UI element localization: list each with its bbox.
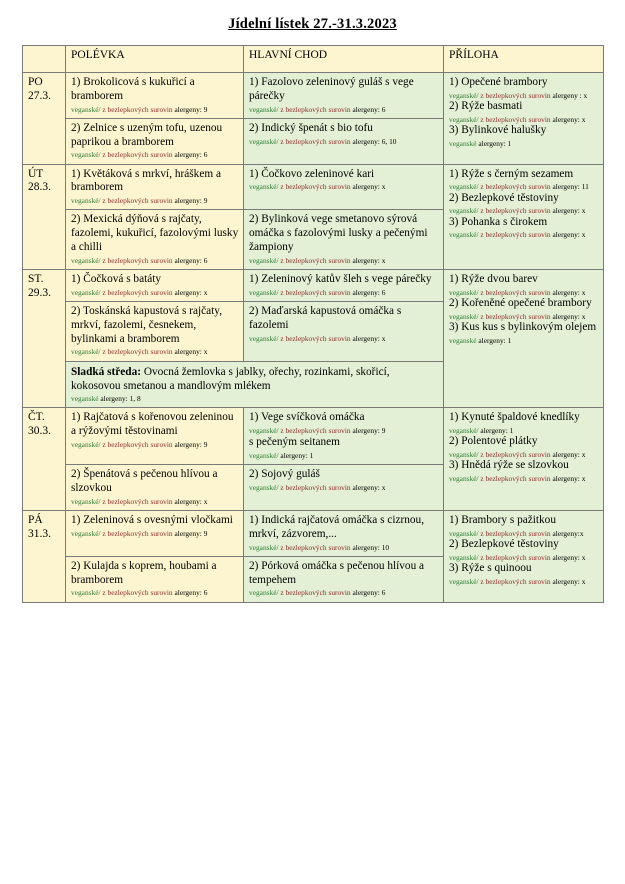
- side-item: [449, 411, 599, 435]
- tag-glutenfree: z bezlepkových surovin: [102, 104, 173, 114]
- main-cell: [244, 73, 444, 119]
- tag-glutenfree: z bezlepkových surovin: [102, 196, 173, 206]
- tag-glutenfree: z bezlepkových surovin: [280, 287, 351, 297]
- dish-text: 1) Zeleninová s ovesnými vločkami: [71, 514, 233, 526]
- table-body: [23, 73, 604, 603]
- dish-tags: [449, 529, 599, 538]
- dish-text: 3) Bylinkové halušky: [449, 124, 547, 137]
- dish-text: 1) Kynuté špaldové knedlíky: [449, 411, 580, 424]
- dish-text: 2) Maďarská kapustová omáčka s fazolemi: [249, 305, 402, 331]
- tag-allergens: alergeny: 9: [174, 528, 208, 538]
- tag-allergens: alergeny: x: [352, 255, 386, 265]
- day-label: ST.: [28, 273, 44, 286]
- soup-cell: [66, 511, 244, 557]
- tag-vegan: veganské/: [249, 450, 279, 460]
- tag-allergens: alergeny: 6: [174, 150, 208, 160]
- dish-text: 2) Špenátová s pečenou hlívou a slzovkou: [71, 468, 218, 494]
- column-header-main: HLAVNÍ CHOD: [244, 46, 444, 73]
- tag-glutenfree: z bezlepkových surovin: [480, 230, 551, 240]
- side-item: [449, 321, 599, 345]
- side-item: [449, 76, 599, 100]
- table-row: [23, 73, 604, 119]
- tag-allergens: alergeny: 11: [552, 182, 589, 192]
- table-row: [23, 511, 604, 557]
- dish-text: 1) Vege svíčková omáčka: [249, 411, 365, 424]
- dish-text: 3) Kus kus s bylinkovým olejem: [449, 321, 597, 334]
- tag-vegan: veganské/: [249, 542, 279, 552]
- soup-cell: [66, 210, 244, 270]
- soup-cell: [66, 73, 244, 119]
- dish-tags: [71, 347, 239, 356]
- tag-vegan: veganské/: [71, 150, 101, 160]
- tag-allergens: alergeny: 6: [174, 588, 208, 598]
- tag-glutenfree: z bezlepkových surovin: [480, 528, 551, 538]
- tag-allergens: alergeny: 6: [352, 287, 386, 297]
- side-cell: [444, 511, 604, 603]
- tag-glutenfree: z bezlepkových surovin: [480, 311, 551, 321]
- tag-vegan: veganské/: [449, 576, 479, 586]
- tag-vegan: veganské: [449, 335, 477, 345]
- dish-text: 1) Čočkovo zeleninové kari: [249, 167, 375, 180]
- tag-vegan: veganské/: [449, 206, 479, 216]
- table-row: [23, 270, 604, 302]
- tag-glutenfree: z bezlepkových surovin: [280, 425, 351, 435]
- tag-vegan: veganské/: [249, 425, 279, 435]
- tag-glutenfree: z bezlepkových surovin: [480, 576, 551, 586]
- page-title: Jídelní lístek 27.-31.3.2023: [228, 16, 397, 32]
- main-item: [249, 305, 439, 343]
- tag-allergens: alergeny: 6: [352, 104, 386, 114]
- tag-allergens: alergeny: x: [552, 449, 586, 459]
- tag-glutenfree: z bezlepkových surovin: [280, 255, 351, 265]
- dish-text: 1) Indická rajčatová omáčka s cizrnou, mrkví, zázvorem,...: [249, 514, 425, 540]
- tag-glutenfree: z bezlepkových surovin: [102, 528, 173, 538]
- side-cell: [444, 408, 604, 511]
- column-header-side: PŘÍLOHA: [444, 46, 604, 73]
- soup-item: [71, 305, 239, 357]
- tag-glutenfree: z bezlepkových surovin: [480, 287, 551, 297]
- dish-tags: [249, 288, 439, 297]
- dish-text: 2) Zelnice s uzeným tofu, uzenou paprikou a bramborem: [71, 121, 223, 148]
- tag-glutenfree: z bezlepkových surovin: [102, 287, 173, 297]
- side-item: [449, 435, 599, 459]
- dish-tags: [249, 334, 439, 343]
- tag-allergens: alergeny : x: [552, 90, 588, 100]
- tag-vegan: veganské/: [449, 287, 479, 297]
- tag-vegan: veganské/: [449, 182, 479, 192]
- tag-vegan: veganské/: [71, 496, 101, 506]
- dish-tags: [71, 394, 439, 403]
- side-item: [449, 538, 599, 562]
- dish-tags: [71, 150, 239, 159]
- day-date: 28.3.: [28, 181, 51, 194]
- dish-tags: [449, 115, 599, 124]
- table-header: [23, 46, 604, 73]
- dish-tags: [249, 105, 439, 114]
- dish-tags: [449, 577, 599, 586]
- dish-tags: [449, 206, 599, 215]
- dish-tags: [249, 451, 439, 460]
- tag-allergens: alergeny:x: [552, 528, 584, 538]
- tag-vegan: veganské/: [249, 104, 279, 114]
- tag-allergens: alergeny: 6: [352, 588, 386, 598]
- dish-tags: [249, 483, 439, 492]
- tag-vegan: veganské: [449, 138, 477, 148]
- soup-item: [71, 560, 239, 598]
- soup-item: [71, 122, 239, 160]
- main-item: [249, 273, 439, 297]
- main-cell: [244, 408, 444, 465]
- dish-tags: [71, 529, 239, 538]
- tag-vegan: veganské/: [249, 482, 279, 492]
- tag-vegan: veganské/: [249, 333, 279, 343]
- table-row: [23, 164, 604, 210]
- tag-glutenfree: z bezlepkových surovin: [280, 136, 351, 146]
- side-item: [449, 124, 599, 148]
- tag-vegan: veganské/: [71, 347, 101, 357]
- soup-item: [71, 411, 239, 449]
- day-label: PÁ: [28, 514, 43, 526]
- side-cell: [444, 73, 604, 165]
- tag-glutenfree: z bezlepkových surovin: [102, 347, 173, 357]
- special-offer-cell: [66, 361, 444, 407]
- dish-text: 2) Kulajda s koprem, houbami a bramborem: [71, 559, 217, 586]
- main-item: [249, 76, 439, 114]
- soup-cell: [66, 556, 244, 602]
- side-item: [449, 297, 599, 321]
- tag-allergens: alergeny: x: [352, 333, 386, 343]
- tag-glutenfree: z bezlepkových surovin: [280, 542, 351, 552]
- main-cell: [244, 164, 444, 210]
- dish-text: 1) Fazolovo zeleninový guláš s vege párečky: [249, 76, 414, 102]
- side-item: [449, 459, 599, 483]
- day-date: 27.3.: [28, 89, 51, 102]
- tag-allergens: alergeny: x: [174, 287, 208, 297]
- tag-allergens: alergeny: x: [174, 347, 208, 357]
- main-cell: [244, 465, 444, 511]
- tag-vegan: veganské/: [71, 196, 101, 206]
- main-item: [249, 560, 439, 598]
- tag-vegan: veganské/: [249, 255, 279, 265]
- dish-text: 1) Rajčatová s kořenovou zeleninou a rýžovými těstovinami: [71, 411, 234, 437]
- tag-glutenfree: z bezlepkových surovin: [102, 496, 173, 506]
- tag-vegan: veganské/: [71, 104, 101, 114]
- soup-cell: [66, 465, 244, 511]
- dish-text: 2) Rýže basmati: [449, 100, 523, 113]
- tag-vegan: veganské/: [249, 182, 279, 192]
- tag-vegan: veganské/: [449, 114, 479, 124]
- tag-allergens: alergeny: 1: [478, 335, 512, 345]
- dish-text: 3) Hnědá rýže se slzovkou: [449, 459, 569, 472]
- dish-tags: [249, 182, 439, 191]
- soup-item: [71, 514, 239, 538]
- dish-tags: [449, 182, 599, 191]
- main-cell: [244, 511, 444, 557]
- side-item: [449, 168, 599, 192]
- dish-tags: [449, 312, 599, 321]
- dish-tags: [449, 450, 599, 459]
- tag-allergens: alergeny: 9: [174, 196, 208, 206]
- weekly-menu-table: [22, 45, 604, 603]
- side-item: [449, 100, 599, 124]
- tag-allergens: alergeny: 6: [174, 255, 208, 265]
- dish-tags: [249, 588, 439, 597]
- tag-glutenfree: z bezlepkových surovin: [280, 104, 351, 114]
- side-item: [449, 514, 599, 538]
- day-cell: [23, 511, 66, 603]
- day-label: PO: [28, 76, 43, 88]
- dish-text: 2) Mexická dýňová s rajčaty, fazolemi, kukuřicí, fazolovými lusky a chilli: [71, 213, 239, 253]
- special-description: Ovocná žemlovka s jablky, ořechy, rozinkami, skořicí, kokosovou smetanou a mandlovým mlékem: [71, 365, 390, 392]
- tag-vegan: veganské/: [449, 449, 479, 459]
- tag-allergens: alergeny: 1, 8: [100, 393, 141, 403]
- tag-allergens: alergeny: x: [552, 114, 586, 124]
- dish-text: 3) Rýže s quinoou: [449, 562, 532, 575]
- column-header-day: [23, 46, 66, 73]
- side-item: [449, 216, 599, 240]
- soup-cell: [66, 408, 244, 465]
- dish-subtext: s pečeným seitanem: [249, 436, 340, 449]
- tag-allergens: alergeny: x: [552, 552, 586, 562]
- dish-text: 1) Brokolicová s kukuřicí a bramborem: [71, 76, 195, 102]
- day-cell: [23, 164, 66, 269]
- tag-glutenfree: z bezlepkových surovin: [280, 482, 351, 492]
- dish-text: 2) Bylinková vege smetanovo sýrová omáčka s fazolovými lusky a pečenými žampiony: [249, 213, 428, 253]
- soup-cell: [66, 302, 244, 362]
- dish-text: 2) Pórková omáčka s pečenou hlívou a tempehem: [249, 559, 425, 586]
- side-item: [449, 562, 599, 586]
- dish-text: 1) Zeleninový katův šleh s vege párečky: [249, 273, 432, 286]
- dish-tags: [71, 105, 239, 114]
- tag-vegan: veganské/: [71, 287, 101, 297]
- table-row: [23, 408, 604, 465]
- tag-allergens: alergeny: x: [552, 206, 586, 216]
- side-cell: [444, 164, 604, 269]
- main-cell: [244, 118, 444, 164]
- tag-allergens: alergeny: 10: [352, 542, 390, 552]
- tag-allergens: alergeny: 9: [174, 104, 208, 114]
- day-label: ÚT: [28, 167, 44, 180]
- dish-tags: [449, 426, 599, 435]
- tag-vegan: veganské/: [449, 230, 479, 240]
- dish-text: 1) Rýže dvou barev: [449, 273, 538, 286]
- dish-text: 1) Opečené brambory: [449, 76, 548, 88]
- tag-allergens: alergeny: x: [552, 230, 586, 240]
- tag-glutenfree: z bezlepkových surovin: [480, 114, 551, 124]
- tag-allergens: alergeny: x: [552, 473, 586, 483]
- tag-glutenfree: z bezlepkových surovin: [280, 333, 351, 343]
- dish-tags: [449, 336, 599, 345]
- column-header-soup: POLÉVKA: [66, 46, 244, 73]
- dish-tags: [449, 139, 599, 148]
- dish-tags: [249, 543, 439, 552]
- dish-text: 1) Květáková s mrkví, hráškem a bramborem: [71, 167, 221, 194]
- soup-item: [71, 273, 239, 297]
- day-cell: [23, 408, 66, 511]
- tag-allergens: alergeny: x: [552, 287, 586, 297]
- dish-text: 2) Toskánská kapustová s rajčaty, mrkví, fazolemi, česnekem, bylinkami a bramborem: [71, 305, 223, 345]
- main-item: [249, 468, 439, 492]
- day-cell: [23, 73, 66, 165]
- tag-allergens: alergeny: x: [552, 576, 586, 586]
- dish-tags: [71, 440, 239, 449]
- tag-vegan: veganské/: [71, 528, 101, 538]
- main-item: [249, 122, 439, 146]
- tag-allergens: alergeny: x: [174, 496, 208, 506]
- soup-item: [71, 76, 239, 114]
- tag-vegan: veganské/: [249, 287, 279, 297]
- main-item: [249, 168, 439, 192]
- dish-text: 2) Polentové plátky: [449, 435, 538, 448]
- day-date: 29.3.: [28, 286, 51, 299]
- tag-glutenfree: z bezlepkových surovin: [480, 182, 551, 192]
- dish-tags: [249, 256, 439, 265]
- tag-vegan: veganské/: [449, 311, 479, 321]
- dish-tags: [71, 588, 239, 597]
- dish-tags: [449, 91, 599, 100]
- tag-glutenfree: z bezlepkových surovin: [280, 182, 351, 192]
- dish-text: 1) Brambory s pažitkou: [449, 514, 556, 526]
- dish-tags: [71, 256, 239, 265]
- dish-tags: [449, 553, 599, 562]
- side-item: [449, 273, 599, 297]
- soup-cell: [66, 270, 244, 302]
- tag-glutenfree: z bezlepkových surovin: [480, 90, 551, 100]
- tag-vegan: veganské/: [449, 552, 479, 562]
- tag-allergens: alergeny: 1: [478, 138, 512, 148]
- tag-vegan: veganské/: [71, 439, 101, 449]
- tag-allergens: alergeny: 9: [352, 425, 386, 435]
- tag-glutenfree: z bezlepkových surovin: [102, 255, 173, 265]
- day-date: 31.3.: [28, 527, 51, 540]
- dish-text: 2) Sojový guláš: [249, 468, 320, 481]
- dish-tags: [449, 230, 599, 239]
- tag-glutenfree: z bezlepkových surovin: [102, 150, 173, 160]
- tag-allergens: alergeny: x: [552, 311, 586, 321]
- tag-vegan: veganské/: [449, 425, 479, 435]
- tag-vegan: veganské/: [449, 528, 479, 538]
- tag-glutenfree: z bezlepkových surovin: [480, 552, 551, 562]
- tag-vegan: veganské/: [71, 588, 101, 598]
- main-cell: [244, 556, 444, 602]
- dish-tags: [249, 137, 439, 146]
- dish-text: 3) Pohanka s čirokem: [449, 215, 548, 228]
- dish-tags: [71, 196, 239, 205]
- tag-vegan: veganské/: [449, 473, 479, 483]
- main-cell: [244, 270, 444, 302]
- dish-tags: [71, 497, 239, 506]
- soup-item: [71, 168, 239, 206]
- tag-glutenfree: z bezlepkových surovin: [280, 588, 351, 598]
- tag-glutenfree: z bezlepkových surovin: [480, 449, 551, 459]
- dish-text: 1) Čočková s batáty: [71, 273, 162, 286]
- dish-text: 2) Kořeněné opečené brambory: [449, 297, 592, 310]
- main-item: [249, 213, 439, 265]
- special-text: [71, 365, 439, 393]
- dish-text: 2) Indický špenát s bio tofu: [249, 121, 373, 134]
- tag-glutenfree: z bezlepkových surovin: [480, 473, 551, 483]
- tag-vegan: veganské/: [449, 90, 479, 100]
- soup-cell: [66, 118, 244, 164]
- dish-text: 2) Bezlepkové těstoviny: [449, 191, 559, 204]
- dish-text: 2) Bezlepkové těstoviny: [449, 538, 559, 551]
- dish-tags: [71, 288, 239, 297]
- tag-glutenfree: z bezlepkových surovin: [102, 439, 173, 449]
- main-item: [249, 514, 439, 552]
- day-date: 30.3.: [28, 424, 51, 437]
- special-title: Sladká středa:: [71, 365, 141, 378]
- tag-glutenfree: z bezlepkových surovin: [102, 588, 173, 598]
- dish-tags: [449, 288, 599, 297]
- side-item: [449, 192, 599, 216]
- tag-vegan: veganské: [71, 393, 99, 403]
- tag-allergens: alergeny: 9: [174, 439, 208, 449]
- main-cell: [244, 302, 444, 362]
- dish-text: 1) Rýže s černým sezamem: [449, 167, 574, 180]
- side-cell: [444, 270, 604, 408]
- soup-item: [71, 468, 239, 506]
- tag-allergens: alergeny: 1: [280, 450, 314, 460]
- tag-allergens: alergeny: x: [352, 182, 386, 192]
- soup-cell: [66, 164, 244, 210]
- tag-allergens: alergeny: 1: [480, 425, 514, 435]
- main-item: [249, 411, 439, 460]
- soup-item: [71, 213, 239, 265]
- tag-vegan: veganské/: [71, 255, 101, 265]
- day-cell: [23, 270, 66, 408]
- main-cell: [244, 210, 444, 270]
- tag-allergens: alergeny: 6, 10: [352, 136, 397, 146]
- dish-tags: [249, 426, 439, 435]
- tag-vegan: veganské/: [249, 588, 279, 598]
- tag-vegan: veganské/: [249, 136, 279, 146]
- day-label: ČT.: [28, 411, 45, 424]
- tag-allergens: alergeny: x: [352, 482, 386, 492]
- dish-tags: [449, 474, 599, 483]
- tag-glutenfree: z bezlepkových surovin: [480, 206, 551, 216]
